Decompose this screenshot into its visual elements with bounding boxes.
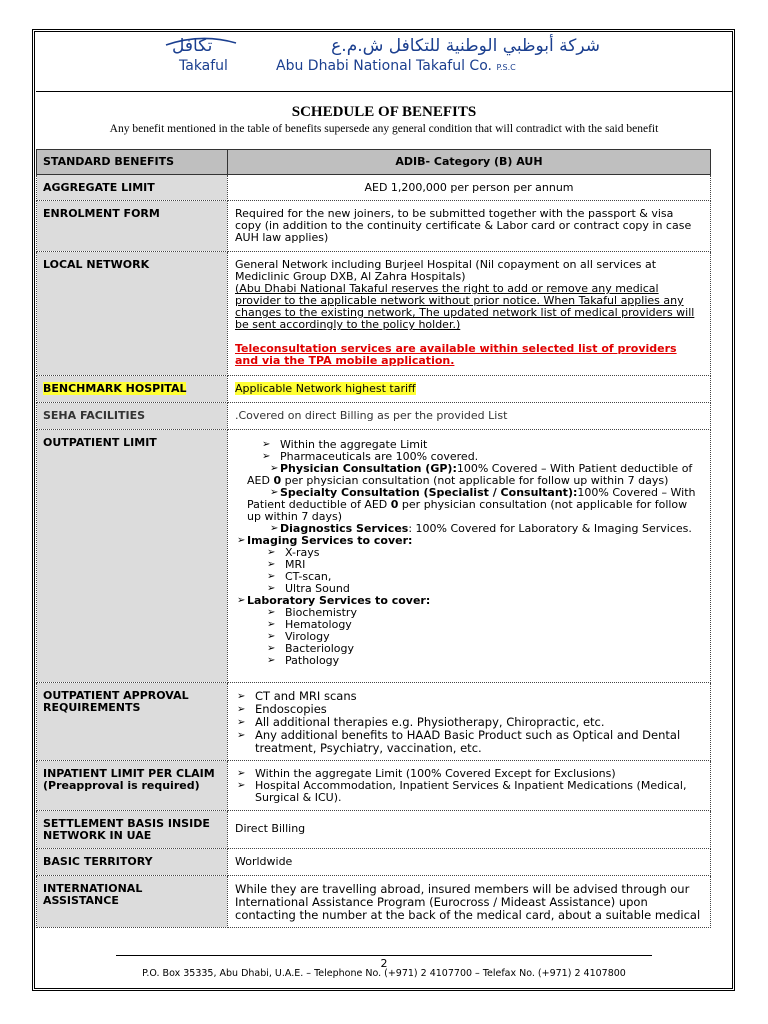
table-row — [37, 430, 711, 683]
approval-list — [235, 690, 703, 755]
list-item: ➢ Virology — [235, 631, 703, 643]
header-standard-benefits: STANDARD BENEFITS — [37, 150, 228, 175]
logo-arabic-name: شركة أبوظبي الوطنية للتكافل ش.م.ع — [331, 36, 600, 56]
list-item: ➢ Endoscopies — [235, 703, 703, 716]
list-item: ➢ Ultra Sound — [235, 583, 703, 595]
row-label-inpatient: INPATIENT LIMIT PER CLAIM (Preapproval is required) — [37, 761, 228, 811]
row-value-benchmark: Applicable Network highest tariff — [228, 376, 711, 403]
table-row — [37, 376, 711, 403]
row-label-seha: SEHA FACILITIES — [37, 403, 228, 430]
list-item: ➢ Pharmaceuticals are 100% covered. — [235, 451, 703, 463]
logo-english-short: Takaful — [179, 58, 228, 74]
network-disclaimer: (Abu Dhabi National Takaful reserves the right to add or remove any medical provider to the applicable network without prior notice. When Takaful applies any changes to the existing network, The updated network list of medical providers will be sent accordingly to the policy holder.) — [235, 282, 695, 331]
logo-arabic-short: تكافل — [172, 36, 213, 56]
row-value-settlement: Direct Billing — [228, 811, 711, 849]
table-row — [37, 876, 711, 928]
row-label-settlement: SETTLEMENT BASIS INSIDE NETWORK IN UAE — [37, 811, 228, 849]
logo-english-name: Abu Dhabi National Takaful Co. P.S.C — [276, 58, 516, 74]
row-value-inpatient — [228, 761, 711, 811]
list-item: ➢ Within the aggregate Limit — [235, 439, 703, 451]
row-label-approval: OUTPATIENT APPROVAL REQUIREMENTS — [37, 683, 228, 761]
row-value-aggregate: AED 1,200,000 per person per annum — [228, 175, 711, 201]
list-item: ➢ Diagnostics Services: 100% Covered for Laboratory & Imaging Services. — [235, 523, 703, 535]
table-row — [37, 403, 711, 430]
benefits-table — [36, 149, 711, 928]
list-item: ➢ CT and MRI scans — [235, 690, 703, 703]
network-description: General Network including Burjeel Hospital (Nil copayment on all services at Mediclinic Group DXB, Al Zahra Hospitals) — [235, 258, 657, 283]
list-item: ➢ MRI — [235, 559, 703, 571]
inpatient-list — [235, 768, 703, 804]
row-value-outpatient — [228, 430, 711, 683]
row-value-network — [228, 252, 711, 376]
list-item: ➢ Specialty Consultation (Specialist / Consultant):100% Covered – With Patient deductible of AED 0 per physician consultation (not applicable for follow up within 7 days) — [235, 487, 703, 523]
row-label-international: INTERNATIONAL ASSISTANCE — [37, 876, 228, 928]
teleconsultation-notice: Teleconsultation services are available within selected list of providers and via the TPA mobile application. — [235, 342, 677, 367]
table-row — [37, 201, 711, 252]
lab-list — [235, 607, 703, 667]
list-item: ➢ X-rays — [235, 547, 703, 559]
row-label-network: LOCAL NETWORK — [37, 252, 228, 376]
table-row — [37, 849, 711, 876]
row-value-international: While they are travelling abroad, insured members will be advised through our International Assistance Program (Eurocross / Mideast Assistance) upon contacting the number at the back of the medical card, about a suitable medical — [228, 876, 711, 928]
list-item: ➢ Any additional benefits to HAAD Basic Product such as Optical and Dental treatment, Psychiatry, vaccination, etc. — [235, 729, 703, 755]
row-label-benchmark: BENCHMARK HOSPITAL — [37, 376, 228, 403]
table-row — [37, 761, 711, 811]
imaging-list — [235, 547, 703, 595]
list-item: ➢ Hematology — [235, 619, 703, 631]
consultation-list — [235, 463, 703, 547]
row-value-seha: .Covered on direct Billing as per the provided List — [228, 403, 711, 430]
company-logo — [160, 36, 620, 78]
table-row — [37, 175, 711, 201]
row-label-aggregate: AGGREGATE LIMIT — [37, 175, 228, 201]
row-label-territory: BASIC TERRITORY — [37, 849, 228, 876]
list-item: ➢ Bacteriology — [235, 643, 703, 655]
list-item: ➢ Within the aggregate Limit (100% Covered Except for Exclusions) — [235, 768, 703, 780]
footer-divider — [116, 955, 652, 956]
row-value-territory: Worldwide — [228, 849, 711, 876]
list-item: ➢ Laboratory Services to cover: — [235, 595, 703, 607]
table-row — [37, 811, 711, 849]
page-number: 2 — [380, 957, 388, 970]
page-subtitle: Any benefit mentioned in the table of benefits supersede any general condition that will contradict with the said benefit — [109, 123, 659, 135]
list-item: ➢ CT-scan, — [235, 571, 703, 583]
list-item: ➢ Pathology — [235, 655, 703, 667]
row-value-enrolment: Required for the new joiners, to be submitted together with the passport & visa copy (in addition to the continuity certificate & Labor card or contract copy in case AUH law applies) — [228, 201, 711, 252]
table-row — [37, 252, 711, 376]
footer-contact: P.O. Box 35335, Abu Dhabi, U.A.E. – Telephone No. (+971) 2 4107700 – Telefax No. (+971) 2 4107800 — [142, 968, 626, 979]
header-divider — [36, 91, 732, 92]
table-row — [37, 683, 711, 761]
list-item: ➢ Physician Consultation (GP):100% Covered – With Patient deductible of AED 0 per physician consultation (not applicable for follow up within 7 days) — [235, 463, 703, 487]
list-item: ➢ Imaging Services to cover: — [235, 535, 703, 547]
list-item: ➢ Hospital Accommodation, Inpatient Services & Inpatient Medications (Medical, Surgical & ICU). — [235, 780, 703, 804]
row-label-enrolment: ENROLMENT FORM — [37, 201, 228, 252]
outpatient-list — [235, 439, 703, 463]
list-item: ➢ Biochemistry — [235, 607, 703, 619]
row-label-outpatient: OUTPATIENT LIMIT — [37, 430, 228, 683]
row-value-approval — [228, 683, 711, 761]
list-item: ➢ All additional therapies e.g. Physiotherapy, Chiropractic, etc. — [235, 716, 703, 729]
header-category: ADIB- Category (B) AUH — [228, 150, 711, 175]
table-header-row — [37, 150, 711, 175]
page-title: SCHEDULE OF BENEFITS — [291, 104, 477, 120]
